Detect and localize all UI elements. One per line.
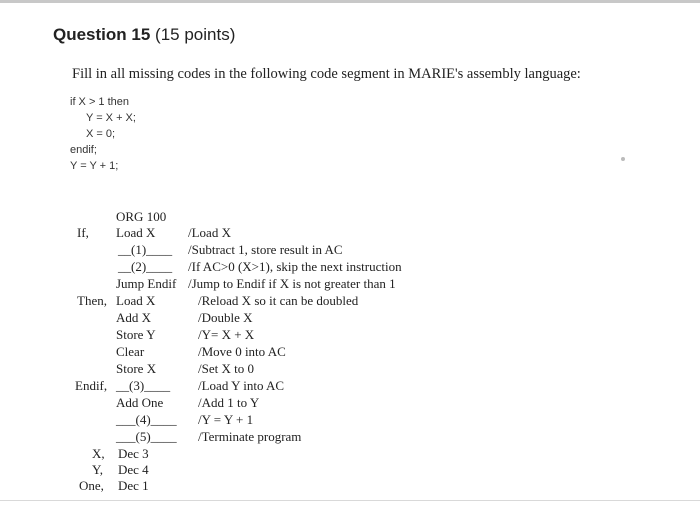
asm-label: Y, [92, 462, 103, 477]
asm-instruction: Store Y [116, 327, 156, 342]
asm-blank: ___(5)____ [116, 429, 177, 444]
asm-blank: __(3)____ [116, 378, 171, 393]
asm-instruction: Load X [116, 225, 156, 240]
asm-instruction: Jump Endif [116, 276, 177, 291]
asm-instruction: Store X [116, 361, 157, 376]
asm-blank: ___(4)____ [116, 412, 177, 427]
asm-comment: /Y= X + X [198, 327, 255, 342]
asm-comment: /Terminate program [198, 429, 302, 444]
asm-blank: __(2)____ [118, 259, 173, 274]
asm-instruction: Add X [116, 310, 152, 325]
bottom-divider [0, 500, 700, 501]
top-divider [0, 0, 700, 3]
asm-comment: /Y = Y + 1 [198, 412, 254, 427]
asm-instruction: Dec 1 [118, 478, 149, 493]
asm-label: Endif, [75, 378, 108, 393]
decorative-dot [621, 157, 625, 161]
asm-label: Then, [77, 293, 107, 308]
asm-comment: /Reload X so it can be doubled [198, 293, 359, 308]
pseudocode-line: Y = Y + 1; [70, 160, 119, 172]
asm-instruction: Dec 3 [118, 446, 149, 461]
question-number: Question 15 [53, 25, 151, 44]
question-points: (15 points) [155, 25, 236, 44]
asm-label: X, [92, 446, 105, 461]
asm-comment: /If AC>0 (X>1), skip the next instruction [188, 259, 402, 274]
asm-comment: /Add 1 to Y [198, 395, 260, 410]
asm-instruction: Dec 4 [118, 462, 149, 477]
asm-instruction: ORG 100 [116, 209, 167, 224]
question-title [53, 25, 235, 45]
pseudocode-line: if X > 1 then [70, 96, 130, 108]
asm-comment: /Load Y into AC [198, 378, 285, 393]
question-prompt: Fill in all missing codes in the following code segment in MARIE's assembly language: [72, 66, 581, 82]
asm-label: One, [79, 478, 104, 493]
asm-comment: /Double X [198, 310, 253, 325]
pseudocode-line: endif; [70, 144, 97, 156]
pseudocode-line: X = 0; [86, 128, 116, 140]
asm-comment: /Subtract 1, store result in AC [188, 242, 343, 257]
asm-comment: /Load X [188, 225, 231, 240]
asm-comment: /Set X to 0 [198, 361, 254, 376]
pseudocode-line: Y = X + X; [86, 112, 136, 124]
asm-label: If, [77, 225, 89, 240]
asm-comment: /Jump to Endif if X is not greater than 1 [188, 276, 396, 291]
asm-instruction: Load X [116, 293, 156, 308]
asm-instruction: Clear [116, 344, 145, 359]
asm-instruction: Add One [116, 395, 164, 410]
asm-blank: __(1)____ [118, 242, 173, 257]
asm-comment: /Move 0 into AC [198, 344, 286, 359]
